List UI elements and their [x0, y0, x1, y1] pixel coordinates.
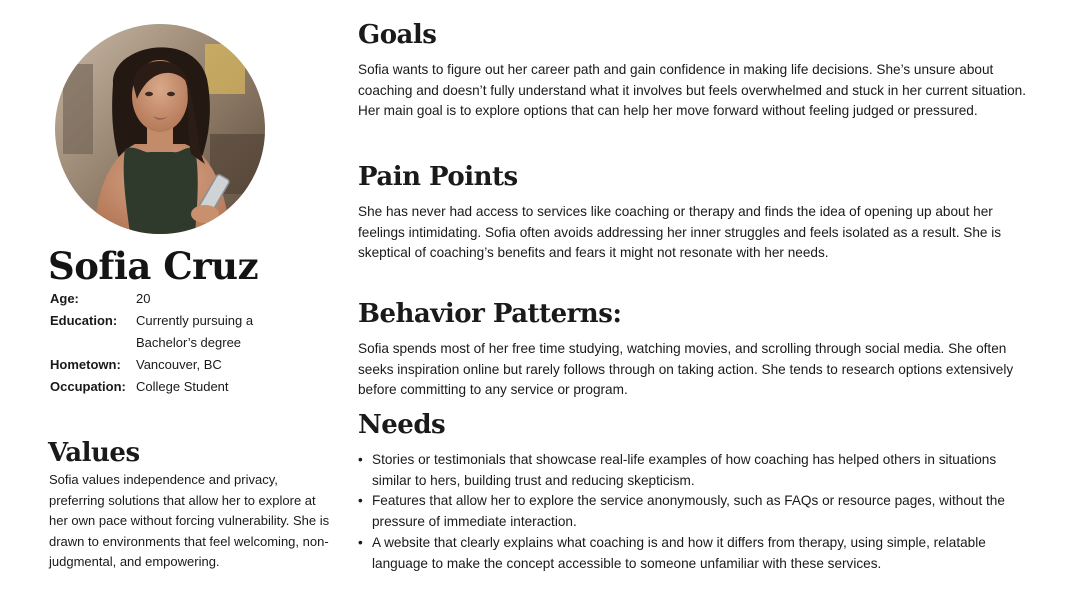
fact-value: 20 [136, 291, 151, 306]
values-text: Sofia values independence and privacy, preferring solutions that allow her to explore at her own pace without forcing vulnerability. She is drawn to environments that feel welcoming, non-judgmental, and empowering. [49, 472, 330, 570]
pain-points-heading: Pain Points [358, 162, 518, 192]
need-text: A website that clearly explains what coaching is and how it differs from therapy, using simple, relatable language to make the concept accessible to someone unfamiliar with these services. [372, 534, 986, 571]
fact-label: Age: [50, 291, 79, 306]
bullet-icon: • [358, 493, 363, 509]
portrait-photo-icon [55, 24, 265, 234]
fact-education [50, 310, 338, 354]
bullet-icon: • [358, 534, 363, 550]
list-item [358, 491, 1038, 532]
fact-label: Education: [50, 313, 118, 328]
goals-heading: Goals [358, 20, 437, 50]
list-item [358, 533, 1038, 574]
fact-occupation [50, 376, 338, 398]
values-heading: Values [48, 438, 140, 468]
need-text: Features that allow her to explore the service anonymously, such as FAQs or resource pages, without the pressure of immediate interaction. [372, 493, 1005, 530]
fact-value: Currently pursuing a Bachelor’s degree [136, 313, 254, 350]
fact-label: Hometown: [50, 357, 121, 372]
needs-list [358, 450, 1038, 574]
fact-value: College Student [136, 379, 229, 394]
fact-label: Occupation: [50, 379, 126, 394]
persona-photo [55, 24, 265, 234]
persona-name: Sofia Cruz [48, 244, 259, 288]
fact-value: Vancouver, BC [136, 357, 222, 372]
persona-facts [50, 288, 338, 398]
goals-text: Sofia wants to figure out her career path and gain confidence in making life decisions. She’s unsure about coaching and doesn’t fully understand what it involves but feels overwhelmed and stuck in her current situation. Her main goal is to explore options that can help her move forward without feeling judged or pressured. [358, 62, 1026, 119]
pain-points-text: She has never had access to services like coaching or therapy and finds the idea of opening up about her feelings intimidating. Sofia often avoids addressing her inner struggles and feels isolated as a result. She is skeptical of coaching’s benefits and fears it might not resonate with her needs. [358, 204, 1002, 261]
needs-heading: Needs [358, 410, 446, 440]
behavior-patterns-heading: Behavior Patterns: [358, 299, 622, 329]
bullet-icon: • [358, 452, 363, 467]
fact-hometown [50, 354, 338, 376]
need-text: Stories or testimonials that showcase real-life examples of how coaching has helped others in situations similar to hers, building trust and reducing skepticism. [372, 452, 997, 488]
behavior-patterns-text: Sofia spends most of her free time studying, watching movies, and scrolling through social media. She often seeks inspiration online but rarely follows through on taking action. She tends to research options extensively before committing to any service or program. [358, 341, 1014, 398]
fact-age [50, 288, 338, 310]
list-item [358, 450, 1038, 491]
